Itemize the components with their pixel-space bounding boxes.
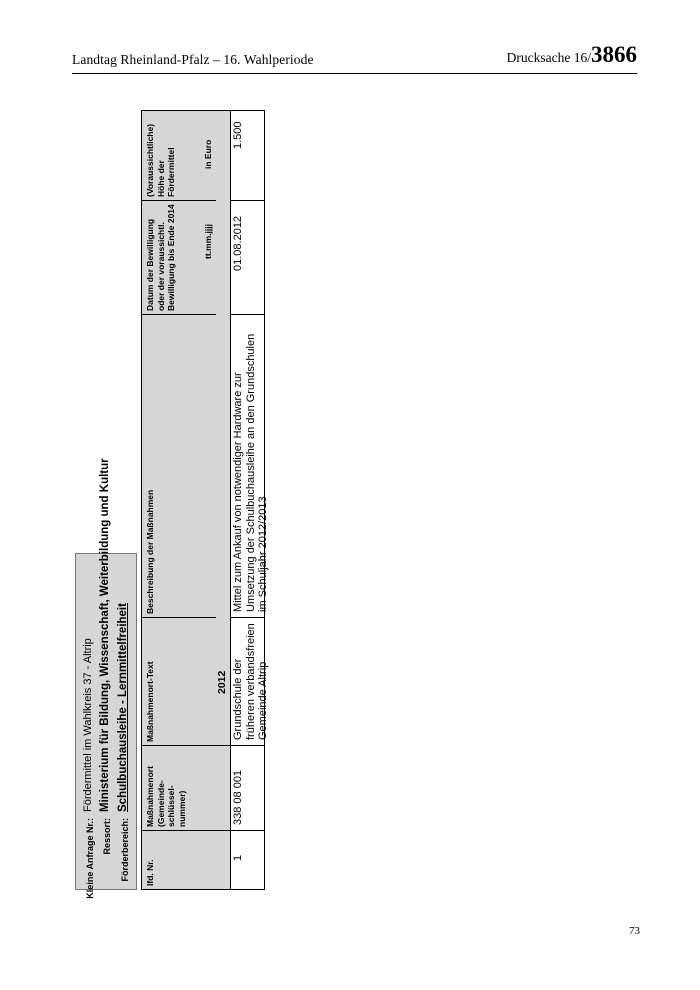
- col-header-ort-line: nummer): [176, 790, 187, 827]
- foerderbereich-value: Schulbuchausleihe - Lernmittelfreiheit: [117, 603, 129, 812]
- cell-datum: 01.08.2012: [232, 215, 244, 271]
- cell-beschreibung-line: Umsetzung der Schulbuchausleihe an den Grundschulen: [244, 333, 257, 612]
- info-row-foerderbereich: [116, 110, 134, 890]
- running-header-title: Landtag Rheinland-Pfalz – 16. Wahlperiode: [72, 52, 314, 67]
- cell-ort-text-line: Gemeinde Altrip: [257, 661, 269, 740]
- document-number-prefix: Drucksache 16/: [506, 50, 591, 65]
- year-label: 2012: [216, 670, 228, 694]
- col-header-ort-line: (Gemeinde-: [155, 780, 166, 827]
- col-header-beschreibung: Beschreibung der Maßnahmen: [145, 489, 155, 614]
- info-row-ressort: [98, 110, 116, 890]
- info-row-anfrage: [81, 110, 99, 899]
- ressort-label: Ressort:: [102, 818, 112, 855]
- column-divider: [142, 617, 216, 618]
- cell-hoehe: 1.500: [232, 121, 244, 149]
- anfrage-value: Fördermittel im Wahlkreis 37 - Altrip: [82, 638, 94, 812]
- cell-beschreibung: [232, 334, 270, 612]
- column-divider: [230, 314, 264, 315]
- col-header-datum-line: Bewilligung bis Ende 2014: [166, 204, 176, 311]
- unit-datum: tt.mm.jjjj: [203, 224, 213, 259]
- rotated-form: [75, 105, 275, 899]
- col-header-hoehe: [145, 111, 177, 197]
- column-divider: [142, 830, 264, 831]
- cell-ort: 338 08 001: [232, 769, 244, 825]
- document-number: [507, 42, 637, 68]
- cell-ort-text: [232, 623, 270, 740]
- anfrage-label: Kleine Anfrage Nr.:: [85, 818, 95, 899]
- table-row: [230, 111, 269, 889]
- col-header-ort-line: Maßnahmenort: [145, 766, 155, 827]
- column-divider: [142, 745, 264, 746]
- ressort-value: Ministerium für Bildung, Wissenschaft, Weiterbildung und Kultur: [99, 458, 111, 812]
- col-header-hoehe-line: Höhe der Fördermittel: [155, 147, 176, 197]
- column-divider: [230, 200, 264, 201]
- column-divider: [142, 200, 216, 201]
- col-header-ort: [145, 766, 187, 827]
- foerderbereich-label: Förderbereich:: [120, 818, 130, 882]
- document-number-value: 3866: [591, 42, 637, 67]
- cell-ort-text-line: früheren verbandsfreien: [244, 623, 257, 740]
- col-header-datum-line: oder der voraussichtl.: [155, 222, 166, 311]
- page-number: 73: [629, 925, 640, 937]
- column-divider: [142, 314, 216, 315]
- column-divider: [230, 617, 264, 618]
- table-year-row: [216, 111, 231, 889]
- unit-hoehe: in Euro: [203, 139, 213, 169]
- cell-beschreibung-line: im Schuljahr 2012/2013: [257, 496, 269, 612]
- col-header-datum: [145, 204, 177, 311]
- cell-beschreibung-line: Mittel zum Ankauf von notwendiger Hardware zur: [232, 372, 244, 612]
- cell-nr: 1: [232, 854, 244, 861]
- header-rule: [72, 73, 637, 74]
- cell-ort-text-line: Grundschule der: [232, 658, 244, 740]
- col-header-ort-line: schlüssel-: [166, 785, 176, 827]
- table-unit-row: [202, 111, 217, 889]
- col-header-hoehe-line: (Voraussichtliche): [145, 123, 155, 197]
- col-header-nr: lfd. Nr.: [145, 859, 155, 886]
- funding-table: [141, 110, 269, 890]
- col-header-datum-line: Datum der Bewilligung: [145, 218, 155, 311]
- col-header-ort-text: Maßnahmenort-Text: [145, 661, 155, 742]
- table-header-row: [142, 111, 203, 889]
